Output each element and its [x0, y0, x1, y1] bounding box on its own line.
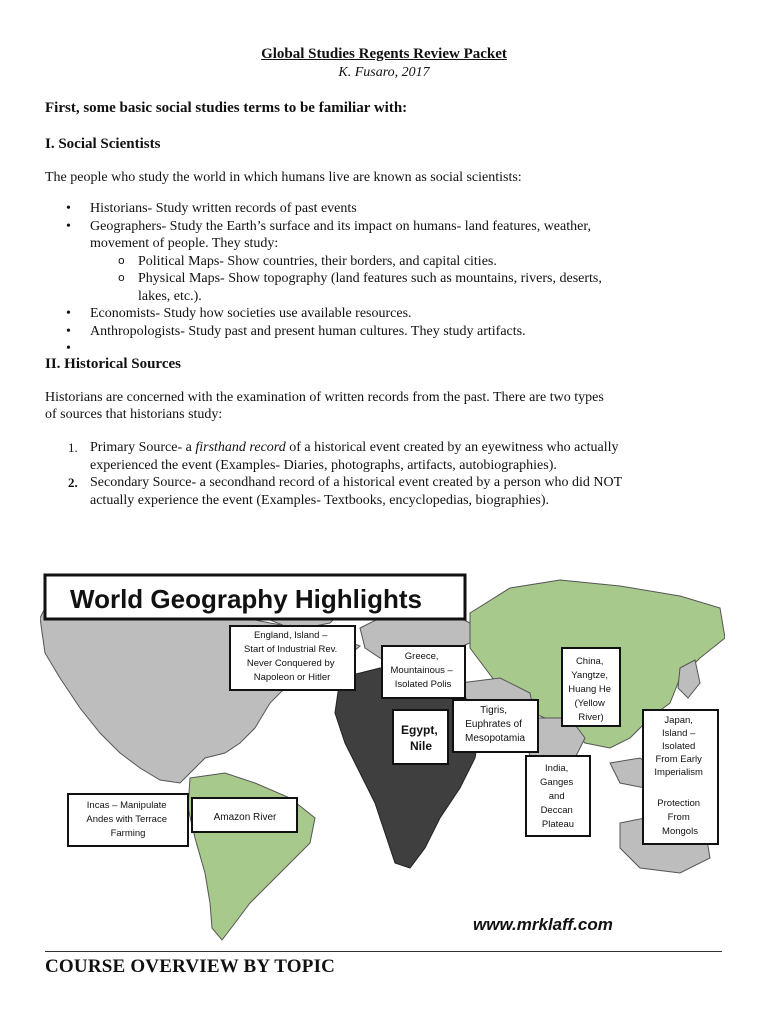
list-item-text: of a historical event created by an eyewitness who actually — [285, 440, 619, 455]
sub-list — [90, 253, 768, 306]
label-greece: Greece, Mountainous – Isolated Polis — [390, 651, 453, 690]
list-item-text: Primary Source- a — [90, 440, 196, 455]
document-author: K. Fusaro, 2017 — [338, 65, 430, 80]
list-item — [90, 323, 768, 341]
list-item — [90, 305, 768, 323]
label-incas: Incas – Manipulate Andes with Terrace Farming — [86, 800, 167, 839]
label-india: India, Ganges and Deccan Plateau — [540, 763, 575, 830]
list-item — [90, 200, 768, 218]
list-item-text: Economists- Study how societies use available resources. — [90, 306, 412, 321]
section2-heading: II. Historical Sources — [45, 356, 181, 372]
map-title: World Geography Highlights — [70, 584, 422, 614]
document-title: Global Studies Regents Review Packet — [261, 46, 507, 62]
section1-heading: I. Social Scientists — [45, 136, 161, 152]
label-china: China, Yangtze, Huang He (Yellow River) — [568, 656, 612, 723]
section2-text — [45, 389, 725, 423]
list-item-text: movement of people. They study: — [90, 236, 279, 251]
section2-text-line: of sources that historians study: — [45, 407, 223, 422]
footer-heading: COURSE OVERVIEW BY TOPIC — [45, 956, 336, 977]
list-item — [90, 218, 768, 306]
sub-list-item — [138, 270, 768, 305]
list-item-text: experienced the event (Examples- Diaries, photographs, artifacts, autobiographies). — [90, 457, 557, 473]
sources-list — [45, 439, 768, 509]
list-item — [68, 439, 768, 474]
map-url: www.mrklaff.com — [473, 915, 613, 934]
label-egypt: Egypt, Nile — [400, 723, 438, 753]
emphasis-text: firsthand record — [195, 440, 286, 455]
list-item-text: Anthropologists- Study past and present human cultures. They study artifacts. — [90, 323, 526, 339]
list-number: 1. — [68, 440, 78, 455]
list-item-text: Historians- Study written records of past events — [90, 201, 357, 216]
label-england: England, Island – Start of Industrial Rev. Never Conquered by Napoleon or Hitler — [244, 630, 338, 683]
social-scientists-list — [45, 200, 768, 357]
world-geography-map — [40, 568, 725, 946]
label-amazon: Amazon River — [213, 812, 277, 823]
list-item-text: Political Maps- Show countries, their borders, and capital cities. — [138, 253, 497, 269]
section1-text: The people who study the world in which humans live are known as social scientists: — [45, 170, 522, 185]
section2-text-line: Historians are concerned with the examination of written records from the past. There are two types — [45, 390, 604, 405]
list-item-text: Geographers- Study the Earth’s surface and its impact on humans- land features, weather, — [90, 218, 591, 234]
list-item-text: Physical Maps- Show topography (land features such as mountains, rivers, deserts, — [138, 271, 602, 286]
label-tigris: Tigris, Euphrates of Mesopotamia — [464, 705, 526, 744]
label-japan: Japan, Island – Isolated From Early Imperialism Protection From Mongols — [654, 715, 703, 837]
list-item-text: Secondary Source- a secondhand record of a historical event created by a person who did NOT — [90, 475, 623, 490]
list-number: 2. — [68, 475, 78, 490]
list-item-text: actually experience the event (Examples- Textbooks, encyclopedias, biographies). — [90, 492, 550, 508]
intro-heading: First, some basic social studies terms to be familiar with: — [45, 100, 408, 116]
label-box-egypt — [393, 710, 448, 764]
list-item — [90, 340, 768, 357]
sub-list-item — [138, 253, 768, 271]
section-divider — [45, 951, 722, 952]
list-item — [68, 474, 768, 509]
list-item-text: lakes, etc.). — [138, 288, 202, 304]
